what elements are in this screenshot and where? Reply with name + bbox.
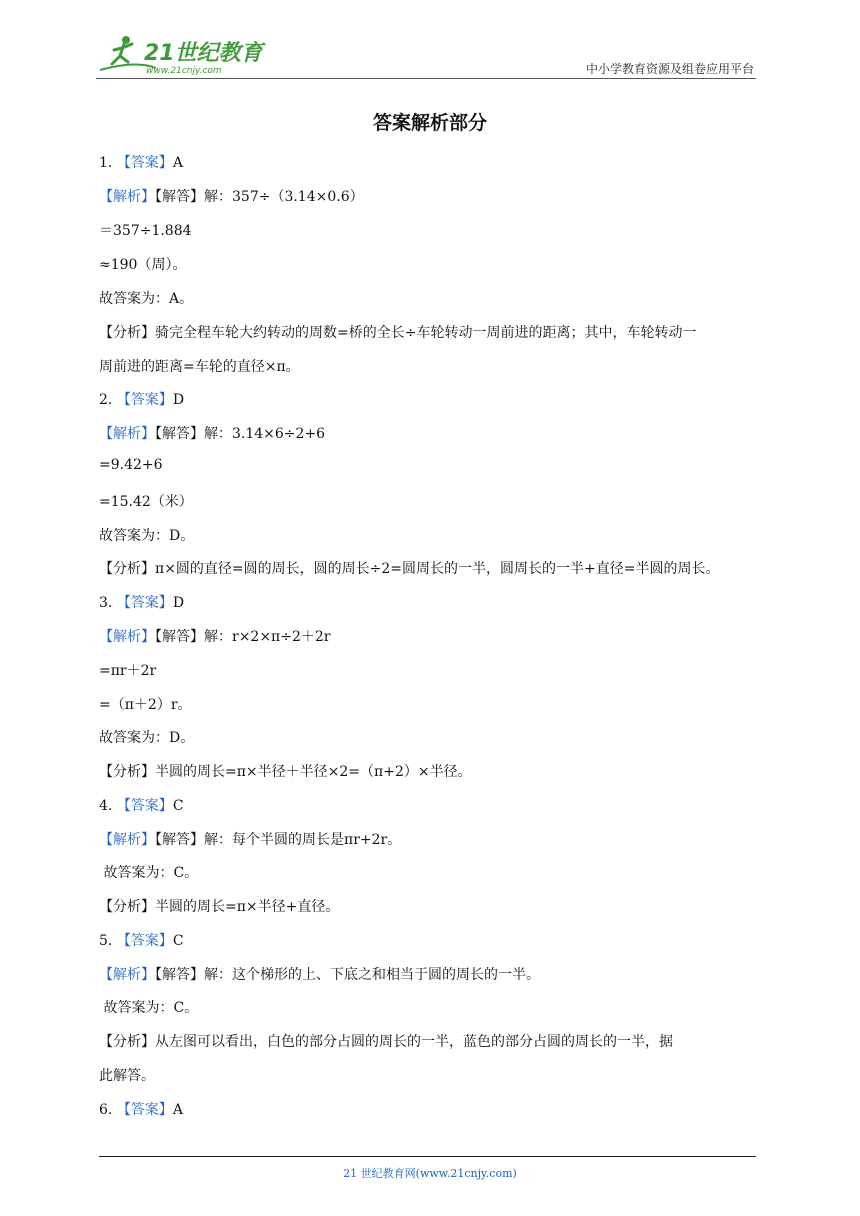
analysis-3: 【解析】【解答】解：r×2×π÷2＋2r xyxy=(99,629,331,645)
answer-3: 3. 【答案】D xyxy=(99,595,185,611)
step-line: ＝357÷1.884 xyxy=(99,223,192,239)
explanation-4: 【分析】半圆的周长=π×半径+直径。 xyxy=(99,899,340,915)
page-title: 答案解析部分 xyxy=(372,112,487,134)
explanation-3: 【分析】半圆的周长=π×半径＋半径×2=（π+2）×半径。 xyxy=(99,764,472,780)
conclusion-4: 故答案为：C。 xyxy=(99,865,199,881)
logo-url: www.21cnjy.com xyxy=(146,66,222,76)
logo-text: 21世纪教育 xyxy=(144,41,263,66)
answer-2: 2. 【答案】D xyxy=(99,392,185,408)
footer-divider xyxy=(99,1156,756,1157)
page-header xyxy=(96,30,756,79)
analysis-4: 【解析】【解答】解：每个半圆的周长是πr+2r。 xyxy=(99,832,402,848)
analysis-2: 【解析】【解答】解：3.14×6÷2+6 xyxy=(99,426,326,442)
analysis-1: 【解析】【解答】解：357÷（3.14×0.6） xyxy=(99,189,364,205)
answer-5: 5. 【答案】C xyxy=(99,933,184,949)
answer-4: 4. 【答案】C xyxy=(99,798,184,814)
footer-link[interactable]: 21 世纪教育网(www.21cnjy.com) xyxy=(343,1167,517,1180)
analysis-5: 【解析】【解答】解：这个梯形的上、下底之和相当于圆的周长的一半。 xyxy=(99,967,540,983)
site-logo xyxy=(96,30,266,76)
step-line: =9.42+6 xyxy=(99,457,163,473)
conclusion-1: 故答案为：A。 xyxy=(99,291,194,307)
step-line: =15.42（米） xyxy=(99,494,193,510)
answer-1: 1. 【答案】A xyxy=(99,155,183,171)
explanation-5-cont: 此解答。 xyxy=(99,1068,155,1084)
answer-6: 6. 【答案】A xyxy=(99,1102,183,1118)
conclusion-5: 故答案为：C。 xyxy=(99,1000,199,1016)
explanation-1: 【分析】骑完全程车轮大约转动的周数=桥的全长÷车轮转动一周前进的距离；其中，车轮转动一 xyxy=(99,325,697,341)
explanation-1-cont: 周前进的距离=车轮的直径×π。 xyxy=(99,359,300,375)
explanation-5: 【分析】从左图可以看出，白色的部分占圆的周长的一半，蓝色的部分占圆的周长的一半，据 xyxy=(99,1034,673,1050)
platform-name: 中小学教育资源及组卷应用平台 xyxy=(585,62,754,76)
conclusion-2: 故答案为：D。 xyxy=(99,528,195,544)
step-line: =πr＋2r xyxy=(99,663,157,679)
conclusion-3: 故答案为：D。 xyxy=(99,730,195,746)
explanation-2: 【分析】π×圆的直径=圆的周长，圆的周长÷2=圆周长的一半，圆周长的一半+直径=半圆的周长。 xyxy=(99,561,720,577)
step-line: =（π＋2）r。 xyxy=(99,697,192,713)
step-line: ≈190（周）。 xyxy=(99,257,187,273)
